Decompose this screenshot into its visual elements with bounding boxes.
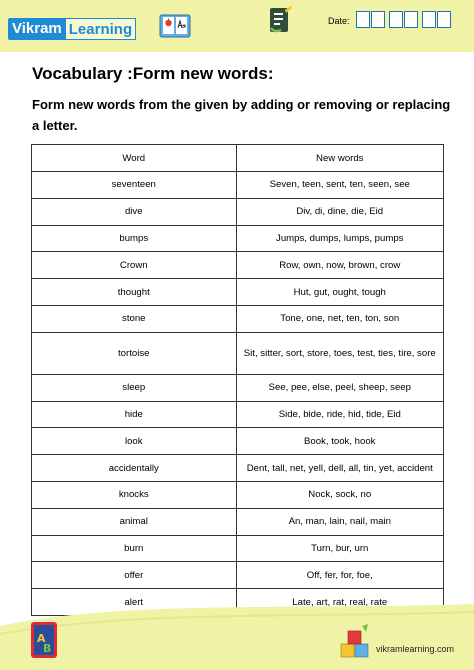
alphabet-book-icon — [28, 620, 62, 660]
word-cell: stone — [32, 305, 237, 332]
word-cell: Crown — [32, 252, 237, 279]
vocabulary-table — [31, 144, 444, 616]
table-row — [32, 198, 444, 225]
table-row — [32, 305, 444, 332]
brand-logo-part1: Vikram — [8, 18, 66, 40]
new-words-cell: Book, took, hook — [236, 428, 443, 455]
svg-text:B: B — [43, 642, 52, 655]
new-words-cell: Sit, sitter, sort, store, toes, test, ties, tire, sore — [236, 332, 443, 374]
table-header-row — [32, 145, 444, 172]
new-words-cell: Turn, bur, urn — [236, 535, 443, 562]
date-box[interactable] — [422, 11, 436, 28]
book-icon — [159, 12, 191, 38]
date-box[interactable] — [437, 11, 451, 28]
table-row — [32, 562, 444, 589]
word-cell: look — [32, 428, 237, 455]
new-words-cell: See, pee, else, peel, sheep, seep — [236, 374, 443, 401]
new-words-cell: Off, fer, for, foe, — [236, 562, 443, 589]
new-words-cell: An, man, lain, nail, main — [236, 508, 443, 535]
table-row — [32, 535, 444, 562]
website-url[interactable]: vikramlearning.com — [376, 644, 455, 654]
table-row — [32, 481, 444, 508]
table-row — [32, 508, 444, 535]
abc-blocks-icon — [340, 624, 370, 660]
table-row — [32, 225, 444, 252]
new-words-cell: Seven, teen, sent, ten, seen, see — [236, 172, 443, 199]
table-row — [32, 252, 444, 279]
word-cell: sleep — [32, 374, 237, 401]
table-row — [32, 401, 444, 428]
table-row — [32, 172, 444, 199]
new-words-cell: Late, art, rat, real, rate — [236, 589, 443, 616]
date-input-boxes[interactable] — [356, 11, 452, 28]
word-cell: seventeen — [32, 172, 237, 199]
column-header-word: Word — [32, 145, 237, 172]
new-words-cell: Tone, one, net, ten, ton, son — [236, 305, 443, 332]
word-cell: dive — [32, 198, 237, 225]
word-cell: offer — [32, 562, 237, 589]
new-words-cell: Dent, tall, net, yell, dell, all, tin, yet, accident — [236, 455, 443, 482]
date-box[interactable] — [371, 11, 385, 28]
word-cell: animal — [32, 508, 237, 535]
date-box[interactable] — [356, 11, 370, 28]
date-label: Date: — [328, 16, 350, 26]
column-header-new-words: New words — [236, 145, 443, 172]
word-cell: knocks — [32, 481, 237, 508]
footer-wave — [0, 604, 474, 670]
word-cell: bumps — [32, 225, 237, 252]
table-row — [32, 455, 444, 482]
word-cell: tortoise — [32, 332, 237, 374]
new-words-cell: Nock, sock, no — [236, 481, 443, 508]
page-title: Vocabulary :Form new words: — [32, 64, 274, 83]
new-words-cell: Jumps, dumps, lumps, pumps — [236, 225, 443, 252]
table-row — [32, 374, 444, 401]
word-cell: hide — [32, 401, 237, 428]
new-words-cell: Side, bide, ride, hid, tide, Eid — [236, 401, 443, 428]
table-row — [32, 428, 444, 455]
table-row — [32, 279, 444, 306]
new-words-cell: Hut, gut, ought, tough — [236, 279, 443, 306]
date-box[interactable] — [404, 11, 418, 28]
pen-icon — [267, 4, 293, 36]
word-cell: alert — [32, 589, 237, 616]
brand-logo — [8, 18, 136, 40]
table-row — [32, 332, 444, 374]
word-cell: burn — [32, 535, 237, 562]
new-words-cell: Row, own, now, brown, crow — [236, 252, 443, 279]
date-box[interactable] — [389, 11, 403, 28]
instruction-text: Form new words from the given by adding or removing or replacing a letter. — [32, 97, 451, 133]
word-cell: thought — [32, 279, 237, 306]
brand-logo-part2: Learning — [66, 18, 136, 40]
word-cell: accidentally — [32, 455, 237, 482]
svg-text:A: A — [37, 632, 46, 645]
new-words-cell: Div, di, dine, die, Eid — [236, 198, 443, 225]
